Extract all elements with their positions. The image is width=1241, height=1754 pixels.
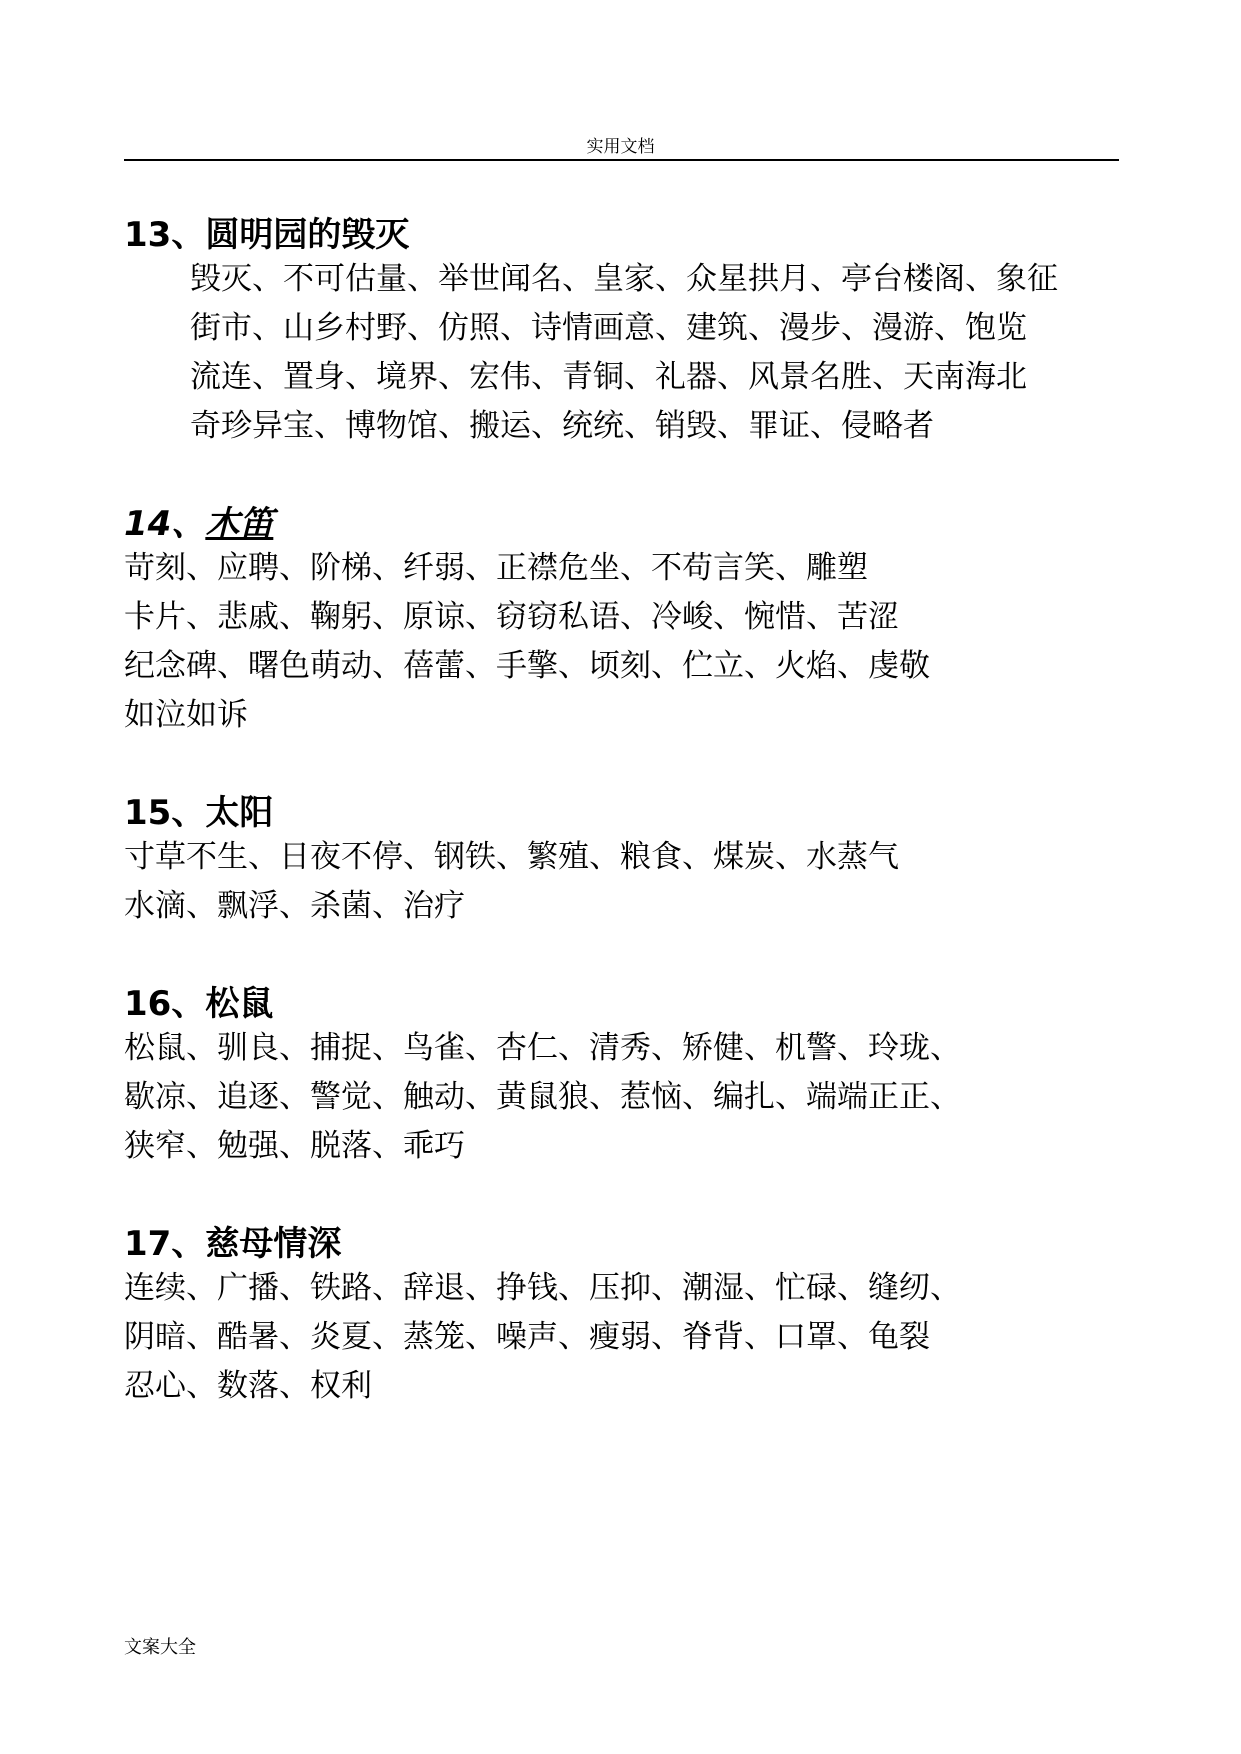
vocab-line: 街市、山乡村野、仿照、诗情画意、建筑、漫步、漫游、饱览 (190, 310, 1027, 346)
vocab-line: 连续、广播、铁路、辞退、挣钱、压抑、潮湿、忙碌、缝纫、 (124, 1270, 961, 1306)
page-footer: 文案大全 (124, 1637, 196, 1658)
section-title (124, 504, 1124, 544)
vocab-line: 忍心、数落、权利 (124, 1368, 372, 1404)
vocab-line: 如泣如诉 (124, 697, 248, 733)
section-17 (124, 1224, 1124, 1411)
vocab-line: 苛刻、应聘、阶梯、纤弱、正襟危坐、不苟言笑、雕塑 (124, 550, 868, 586)
vocab-line: 毁灭、不可估量、举世闻名、皇家、众星拱月、亭台楼阁、象征 (190, 261, 1058, 297)
header-divider (124, 159, 1119, 161)
vocab-line: 寸草不生、日夜不停、钢铁、繁殖、粮食、煤炭、水蒸气 (124, 839, 899, 875)
section-title-text: 木笛 (205, 504, 274, 544)
section-title: 13、圆明园的毁灭 (124, 215, 410, 255)
vocab-line: 松鼠、驯良、捕捉、鸟雀、杏仁、清秀、矫健、机警、玲珑、 (124, 1030, 961, 1066)
section-14 (124, 504, 1124, 740)
section-title: 15、太阳 (124, 793, 274, 833)
section-title: 16、松鼠 (124, 984, 274, 1024)
vocab-line: 水滴、飘浮、杀菌、治疗 (124, 888, 465, 924)
section-title: 17、慈母情深 (124, 1224, 342, 1264)
section-16 (124, 984, 1124, 1171)
vocab-line: 奇珍异宝、博物馆、搬运、统统、销毁、罪证、侵略者 (190, 408, 934, 444)
section-13 (124, 215, 1124, 451)
page-header: 实用文档 (586, 137, 655, 157)
vocab-line: 纪念碑、曙色萌动、蓓蕾、手擎、顷刻、伫立、火焰、虔敬 (124, 648, 930, 684)
vocab-line: 狭窄、勉强、脱落、乖巧 (124, 1128, 465, 1164)
vocab-line: 流连、置身、境界、宏伟、青铜、礼器、风景名胜、天南海北 (190, 359, 1027, 395)
vocab-line: 卡片、悲戚、鞠躬、原谅、窃窃私语、冷峻、惋惜、苦涩 (124, 599, 899, 635)
section-number: 14、 (124, 504, 206, 544)
section-15 (124, 793, 1124, 931)
vocab-line: 歇凉、追逐、警觉、触动、黄鼠狼、惹恼、编扎、端端正正、 (124, 1079, 961, 1115)
vocab-line: 阴暗、酷暑、炎夏、蒸笼、噪声、瘦弱、脊背、口罩、龟裂 (124, 1319, 930, 1355)
